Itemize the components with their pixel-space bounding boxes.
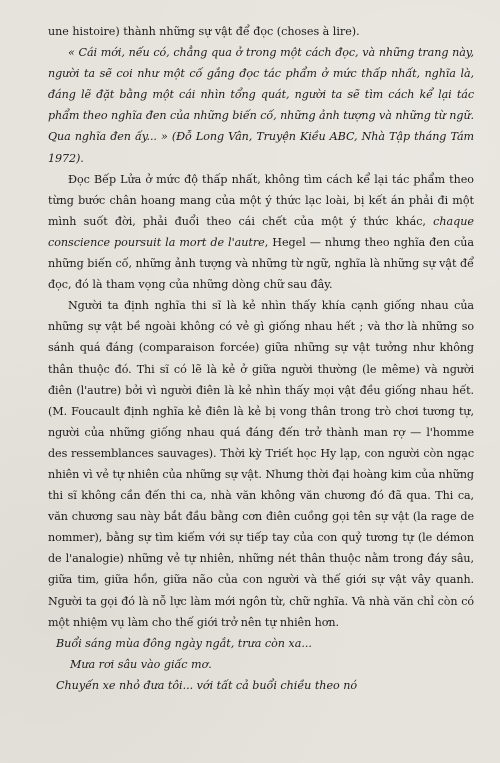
quoted-passage: « Cái mới, nếu có, chẳng qua ở trong một cách đọc, và những trang này, người ta sẽ coi như một cố gắng đọc tác phẩm ở mức thấp nhất, nghĩa là, đáng lẽ đặt bằng một cái nhìn tổng quát, người ta sẽ tìm cách kể lại tác phẩm theo nghĩa đen của những biến cố, những ảnh tượng và những từ ngữ. Qua nghĩa đen ấy... » (Đỗ Long Vân, Truyện Kiều ABC, Nhà Tập tháng Tám 1972). [48,46,474,165]
second-paragraph-italic-phrase: chaque conscience poursuit la mort de l'autre [48,214,474,249]
poem-line-3: Chuyến xe nhỏ đưa tôi... với tất cả buổi chiều theo nó [56,678,358,692]
third-paragraph: Người ta định nghĩa thi sĩ là kẻ nhìn thấy khía cạnh giống nhau của những sự vật bề ngoài không có vẻ gì giống nhau hết ; và thơ là những so sánh quá đáng (comparaison forcée) giữa những sự vật tưởng như không thân thuộc đó. Thi sĩ có lẽ là kẻ ở giữa người thường (le même) và người điên (l'autre) bởi vì người điên là kẻ nhìn thấy mọi vật đều giống nhau hết. (M. Foucault định nghĩa kẻ điên là kẻ bị vong thân trong trò chơi tương tự, người của những giống nhau quá đáng đến trở thành man rợ — l'homme des ressemblances sauvages). Thời kỳ Triết học Hy lạp, con người còn ngạc nhiên vì vẻ tự nhiên của những sự vật. Nhưng thời đại hoàng kim của những thi sĩ không cần đến thi ca, nhà văn không văn chương đó đã qua. Thi ca, văn chương sau này bắt đầu bằng cơn điên cuồng gọi tên sự vật (la rage de nommer), bằng sự tìm kiếm với sự tiếp tay của con quỷ tương tự (le démon de l'analogie) những vẻ tự nhiên, những nét thân thuộc nằm trong đáy sâu, giữa tim, giữa hồn, giữa não của con người và thế giới sự vật vây quanh. Người ta gọi đó là nỗ lực làm mới ngôn từ, chữ nghĩa. Và nhà văn chỉ còn có một nhiệm vụ làm cho thế giới trở nên tự nhiên hơn. [48,299,474,629]
opening-paragraph: une histoire) thành những sự vật để đọc (choses à lire). [48,25,360,38]
poem-line-1: Buổi sáng mùa đông ngày ngắt, trưa còn xa... [56,636,312,650]
main-text [48,21,474,696]
poem-line-2: Mưa rơi sâu vào giấc mơ. [70,657,212,671]
second-paragraph [48,169,474,296]
second-paragraph-start: Đọc Bếp Lửa ở mức độ thấp nhất, không tìm cách kể lại tác phẩm theo từng bước chân hoang mang của một ý thức lạc loài, bị kết án phải đi một mình suốt đời, phải đuổi theo cái chết của một ý thức khác, [48,172,474,228]
second-paragraph-end: , Hegel — nhưng theo nghĩa đen của những biến cố, những ảnh tượng và những từ ngữ, nghĩa là những sự vật để đọc, đó là tham vọng của những dòng chữ sau đây. [48,235,474,292]
